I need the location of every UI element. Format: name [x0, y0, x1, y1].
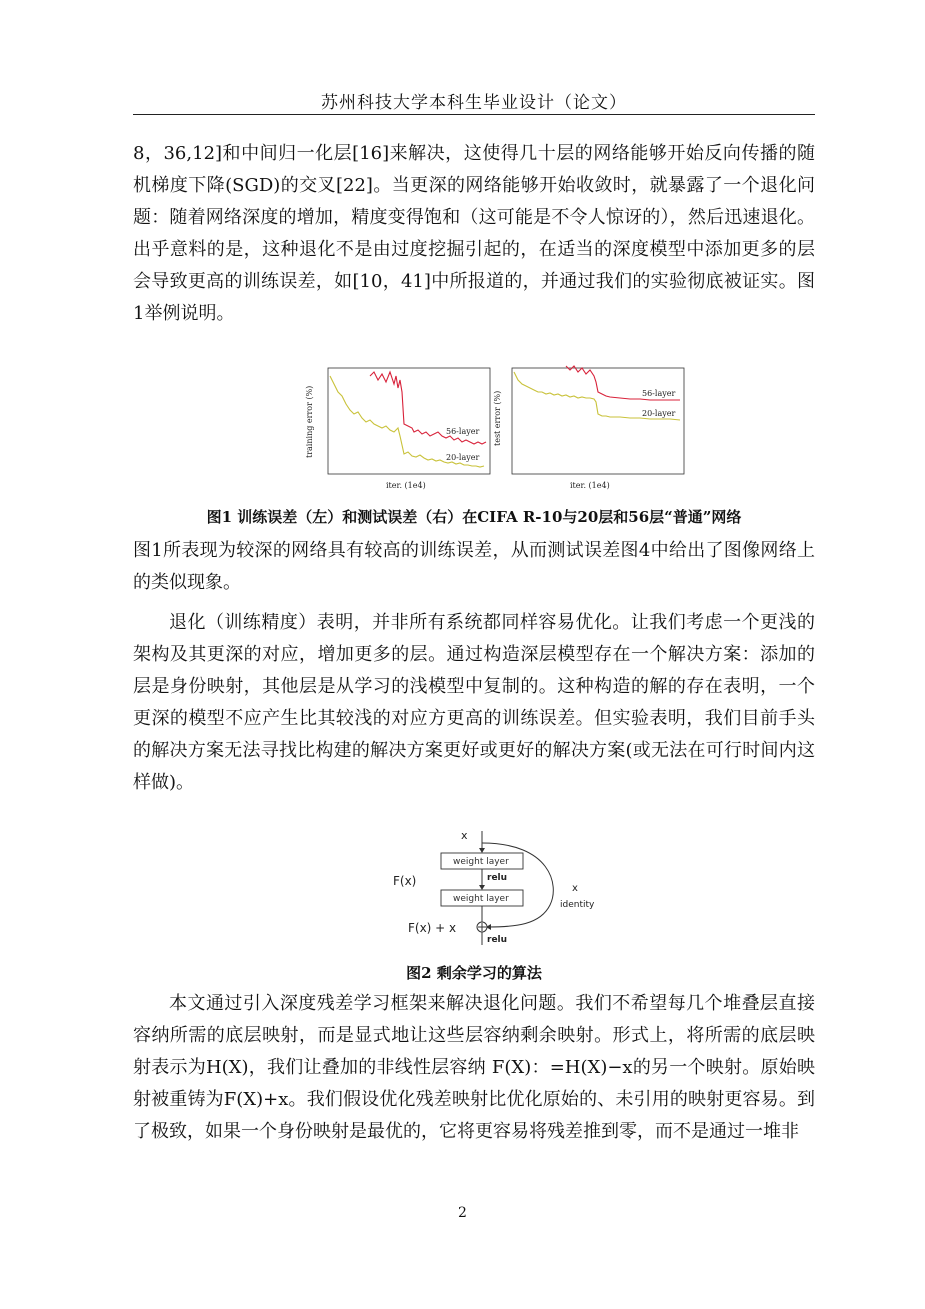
page-number: 2 — [458, 1205, 467, 1221]
left-x-axis-label: iter. (1e4) — [386, 481, 426, 490]
right-56-layer-label: 56-layer — [642, 389, 676, 398]
weight-layer-1-label: weight layer — [453, 857, 509, 867]
figure-1 — [300, 362, 690, 497]
relu-mid-label: relu — [487, 873, 508, 883]
figure-2 — [390, 825, 610, 950]
weight-layer-2-label: weight layer — [453, 894, 509, 904]
figure-1-caption: 图1 训练误差（左）和测试误差（右）在CIFA R-10与20层和56层“普通”网络 — [206, 508, 742, 526]
right-20-layer-label: 20-layer — [642, 409, 676, 418]
identity-label: identity — [560, 900, 595, 910]
identity-x-label: x — [572, 883, 578, 894]
left-20-layer-label: 20-layer — [446, 453, 480, 462]
right-x-axis-label: iter. (1e4) — [570, 481, 610, 490]
mid-arrowhead — [479, 885, 485, 890]
paragraph-2: 图1所表现为较深的网络具有较高的训练误差，从而测试误差图4中给出了图像网络上的类似现象。 — [133, 540, 815, 593]
left-56-layer-label: 56-layer — [446, 427, 480, 436]
left-y-axis-label: training error (%) — [305, 385, 314, 458]
right-y-axis-label: test error (%) — [493, 390, 502, 446]
paragraph-4: 本文通过引入深度残差学习框架来解决退化问题。我们不希望每几个堆叠层直接容纳所需的底层映射，而是显式地让这些层容纳剩余映射。形式上，将所需的底层映射表示为H(X)，我们让叠加的非线性层容纳 F(X)：=H(X)−x的另一个映射。原始映射被重铸为F(X)+x。我们假设优化残差映射比优化原始的、未引用的映射更容易。到了极致，如果一个身份映射是最优的，它将更容易将残差推到零，而不是通过一堆非 — [133, 993, 815, 1142]
right-plot-frame — [512, 368, 684, 474]
figure-2-caption: 图2 剩余学习的算法 — [406, 964, 542, 982]
fx-plus-x-label: F(x) + x — [408, 921, 457, 935]
figure-1-right-plot — [493, 366, 684, 490]
relu-out-label: relu — [487, 935, 508, 945]
header-rule — [133, 114, 815, 115]
paragraph-3: 退化（训练精度）表明，并非所有系统都同样容易优化。让我们考虑一个更浅的架构及其更深的对应，增加更多的层。通过构造深层模型存在一个解决方案：添加的层是身份映射，其他层是从学习的浅模型中复制的。这种构造的解的存在表明，一个更深的模型不应产生比其较浅的对应方更高的训练误差。但实验表明，我们目前手头的解决方案无法寻找比构建的解决方案更好或更好的解决方案(或无法在可行时间内这样做)。 — [133, 612, 815, 793]
figure-1-left-plot — [305, 368, 490, 490]
input-arrowhead — [479, 848, 485, 853]
input-x-label: x — [461, 829, 468, 842]
fx-label: F(x) — [393, 874, 417, 888]
page-header: 苏州科技大学本科生毕业设计（论文） — [321, 93, 627, 113]
paragraph-1: 8，36,12]和中间归一化层[16]来解决，这使得几十层的网络能够开始反向传播的随机梯度下降(SGD)的交叉[22]。当更深的网络能够开始收敛时，就暴露了一个退化问题：随着网络深度的增加，精度变得饱和（这可能是不令人惊讶的），然后迅速退化。出乎意料的是，这种退化不是由过度挖掘引起的，在适当的深度模型中添加更多的层会导致更高的训练误差，如[10，41]中所报道的，并通过我们的实验彻底被证实。图1举例说明。 — [133, 143, 815, 324]
